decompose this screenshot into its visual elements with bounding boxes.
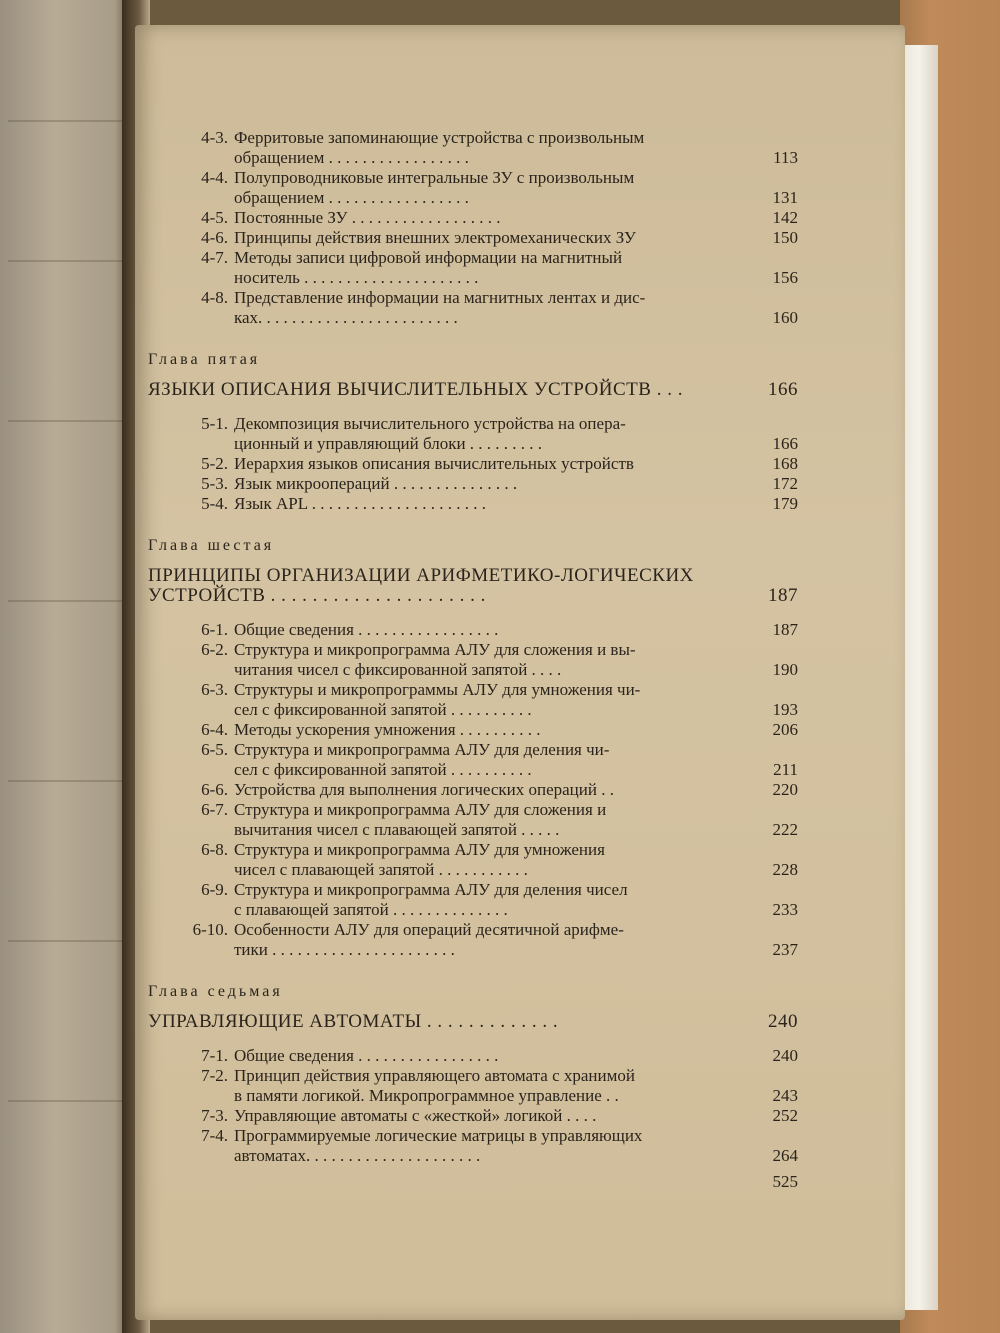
entry-page: 193: [772, 700, 798, 719]
toc-entry: [148, 680, 798, 720]
entry-title: [234, 474, 748, 494]
entry-number: 4-8.: [201, 288, 228, 307]
entry-number: 6-10.: [192, 920, 228, 939]
entry-title-line: в памяти логикой. Микропрограммное управление . .: [234, 1086, 619, 1105]
chapter-title-text: [148, 566, 748, 606]
entry-title-line: обращением . . . . . . . . . . . . . . . . .: [234, 148, 469, 167]
entry-number: 6-2.: [201, 640, 228, 659]
chapter-title-line: УПРАВЛЯЮЩИЕ АВТОМАТЫ . . . . . . . . . . . . .: [148, 1011, 559, 1032]
toc-entry: [148, 1046, 798, 1066]
entry-title: [234, 168, 748, 208]
entry-title: [234, 880, 748, 920]
entry-number: 5-4.: [201, 494, 228, 513]
toc-entry: [148, 880, 798, 920]
entry-title: [234, 800, 748, 840]
entry-page: 187: [772, 620, 798, 639]
entry-title: [234, 228, 748, 248]
entry-title: [234, 494, 748, 514]
entry-number: 4-3.: [201, 128, 228, 147]
toc-entry: [148, 494, 798, 514]
entry-title: [234, 640, 748, 680]
chapter-label: Глава седьмая: [148, 983, 283, 1000]
entry-title-line: Общие сведения . . . . . . . . . . . . . . . . .: [234, 1046, 499, 1065]
entry-number: 4-7.: [201, 248, 228, 267]
toc-entry: [148, 1106, 798, 1126]
entry-title-line: читания чисел с фиксированной запятой . . . .: [234, 660, 562, 679]
entry-number: 6-6.: [201, 780, 228, 799]
entry-title-line: Управляющие автоматы с «жесткой» логикой . . . .: [234, 1106, 597, 1125]
entry-number: 5-2.: [201, 454, 228, 473]
entry-number: 7-4.: [201, 1126, 228, 1145]
toc-entry: [148, 640, 798, 680]
chapter-title-text: [148, 1012, 748, 1032]
entry-title: [234, 1046, 748, 1066]
entry-title: [234, 780, 748, 800]
entry-number: 6-3.: [201, 680, 228, 699]
entry-number: 7-2.: [201, 1066, 228, 1085]
entry-title-line: автоматах. . . . . . . . . . . . . . . . . . . . .: [234, 1146, 481, 1165]
entry-title: [234, 680, 748, 720]
toc-entry: [148, 128, 798, 168]
entry-title-line: Особенности АЛУ для операций десятичной арифме-: [234, 920, 624, 939]
entry-title-line: Структура и микропрограмма АЛУ для деления чисел: [234, 880, 628, 899]
toc-entry: [148, 720, 798, 740]
page-edges: [900, 45, 938, 1310]
chapter-label: Глава пятая: [148, 351, 261, 368]
toc-entry: [148, 740, 798, 780]
entry-title: [234, 288, 748, 328]
toc-entry: [148, 208, 798, 228]
table-of-contents: [148, 128, 798, 1192]
entry-page: 233: [772, 900, 798, 919]
entry-title-line: Ферритовые запоминающие устройства с произвольным: [234, 128, 645, 147]
entry-page: 150: [772, 228, 798, 247]
chapter-label: Глава шестая: [148, 537, 275, 554]
toc-entry: [148, 620, 798, 640]
chapter-title: [148, 1012, 798, 1032]
entry-page: 179: [772, 494, 798, 513]
entry-page: 211: [773, 760, 798, 779]
entry-title-line: Постоянные ЗУ . . . . . . . . . . . . . . . . . .: [234, 208, 501, 227]
entry-title-line: Общие сведения . . . . . . . . . . . . . . . . .: [234, 620, 499, 639]
entry-title-line: ционный и управляющий блоки . . . . . . . . .: [234, 434, 543, 453]
entry-title-line: Устройства для выполнения логических операций . .: [234, 780, 614, 799]
entry-title: [234, 1126, 748, 1166]
entry-title-line: Структура и микропрограмма АЛУ для деления чи-: [234, 740, 610, 759]
toc-entry: [148, 288, 798, 328]
toc-entry: [148, 414, 798, 454]
chapter-title-text: [148, 380, 748, 400]
chapter-title: [148, 380, 798, 400]
entry-page: 113: [773, 148, 798, 167]
entry-title: [234, 740, 748, 780]
entry-title-line: ках. . . . . . . . . . . . . . . . . . . . . . . .: [234, 308, 458, 327]
entry-title: [234, 620, 748, 640]
entry-number: 6-7.: [201, 800, 228, 819]
entry-page: 252: [772, 1106, 798, 1125]
entry-page: 220: [772, 780, 798, 799]
entry-title-line: Полупроводниковые интегральные ЗУ с произвольным: [234, 168, 635, 187]
entry-title-line: Структура и микропрограмма АЛУ для умножения: [234, 840, 605, 859]
entry-title-line: сел с фиксированной запятой . . . . . . . . . .: [234, 700, 532, 719]
entry-title: [234, 840, 748, 880]
entry-page: 228: [772, 860, 798, 879]
toc-entry: [148, 920, 798, 960]
entry-title: [234, 208, 748, 228]
entry-page: 206: [772, 720, 798, 739]
toc-entry: [148, 800, 798, 840]
toc-entry: [148, 840, 798, 880]
entry-page: 131: [772, 188, 798, 207]
toc-entry: [148, 780, 798, 800]
entry-number: 4-4.: [201, 168, 228, 187]
toc-entry: [148, 168, 798, 208]
entry-number: 6-1.: [201, 620, 228, 639]
toc-entry: [148, 1126, 798, 1166]
entry-title-line: Декомпозиция вычислительного устройства на опера-: [234, 414, 626, 433]
toc-entry: [148, 248, 798, 288]
entry-title: [234, 1106, 748, 1126]
entry-title-line: Структура и микропрограмма АЛУ для сложения и вы-: [234, 640, 636, 659]
entry-title-line: вычитания чисел с плавающей запятой . . . . .: [234, 820, 560, 839]
toc-entry: [148, 228, 798, 248]
entry-title-line: Язык микроопераций . . . . . . . . . . . . . . .: [234, 474, 518, 493]
entry-title-line: Методы ускорения умножения . . . . . . . . . .: [234, 720, 541, 739]
chapter-title: [148, 566, 798, 606]
entry-number: 6-5.: [201, 740, 228, 759]
toc-entry: [148, 474, 798, 494]
entry-title-line: Язык APL . . . . . . . . . . . . . . . . . . . . .: [234, 494, 486, 513]
entry-title-line: носитель . . . . . . . . . . . . . . . . . . . . .: [234, 268, 479, 287]
chapter-title-page: 187: [768, 585, 798, 606]
entry-title: [234, 248, 748, 288]
chapter-title-page: 240: [768, 1011, 798, 1032]
chapter-title-line: ЯЗЫКИ ОПИСАНИЯ ВЫЧИСЛИТЕЛЬНЫХ УСТРОЙСТВ . . .: [148, 379, 683, 400]
entry-page: 240: [772, 1046, 798, 1065]
entry-title-line: чисел с плавающей запятой . . . . . . . . . . .: [234, 860, 528, 879]
entry-number: 4-6.: [201, 228, 228, 247]
entry-page: 142: [772, 208, 798, 227]
entry-title-line: с плавающей запятой . . . . . . . . . . . . . .: [234, 900, 508, 919]
entry-title: [234, 720, 748, 740]
chapter-title-page: 166: [768, 379, 798, 400]
entry-number: 6-9.: [201, 880, 228, 899]
entry-page: 160: [772, 308, 798, 327]
entry-number: 7-3.: [201, 1106, 228, 1125]
entry-page: 166: [772, 434, 798, 453]
entry-number: 5-1.: [201, 414, 228, 433]
entry-page: 237: [772, 940, 798, 959]
page-number: [148, 1172, 798, 1192]
toc-entry: [148, 454, 798, 474]
entry-title: [234, 920, 748, 960]
entry-title-line: Программируемые логические матрицы в управляющих: [234, 1126, 643, 1145]
chapter-title-line: ПРИНЦИПЫ ОРГАНИЗАЦИИ АРИФМЕТИКО-ЛОГИЧЕСКИХ: [148, 565, 694, 586]
entry-title-line: Методы записи цифровой информации на магнитный: [234, 248, 623, 267]
entry-title: [234, 1066, 748, 1106]
entry-title: [234, 414, 748, 454]
entry-page: 264: [772, 1146, 798, 1165]
toc-entry: [148, 1066, 798, 1106]
entry-title: [234, 128, 748, 168]
entry-title-line: Принцип действия управляющего автомата с хранимой: [234, 1066, 635, 1085]
entry-page: 168: [772, 454, 798, 473]
entry-title-line: Представление информации на магнитных лентах и дис-: [234, 288, 646, 307]
entry-number: 4-5.: [201, 208, 228, 227]
entry-page: 190: [772, 660, 798, 679]
entry-title: [234, 454, 748, 474]
entry-title-line: Структуры и микропрограммы АЛУ для умножения чи-: [234, 680, 641, 699]
entry-page: 243: [772, 1086, 798, 1105]
chapter-title-line: УСТРОЙСТВ . . . . . . . . . . . . . . . . . . . . .: [148, 585, 486, 606]
entry-number: 7-1.: [201, 1046, 228, 1065]
entry-page: 172: [772, 474, 798, 493]
entry-page: 156: [772, 268, 798, 287]
entry-title-line: Структура и микропрограмма АЛУ для сложения и: [234, 800, 607, 819]
entry-title-line: обращением . . . . . . . . . . . . . . . . .: [234, 188, 469, 207]
entry-title-line: Принципы действия внешних электромеханических ЗУ: [234, 228, 636, 247]
page-number-value: 525: [772, 1172, 798, 1191]
entry-title-line: Иерархия языков описания вычислительных устройств: [234, 454, 634, 473]
entry-page: 222: [772, 820, 798, 839]
entry-number: 5-3.: [201, 474, 228, 493]
entry-number: 6-8.: [201, 840, 228, 859]
entry-title-line: тики . . . . . . . . . . . . . . . . . . . . . .: [234, 940, 455, 959]
entry-number: 6-4.: [201, 720, 228, 739]
left-page: [0, 0, 135, 1333]
entry-title-line: сел с фиксированной запятой . . . . . . . . . .: [234, 760, 532, 779]
